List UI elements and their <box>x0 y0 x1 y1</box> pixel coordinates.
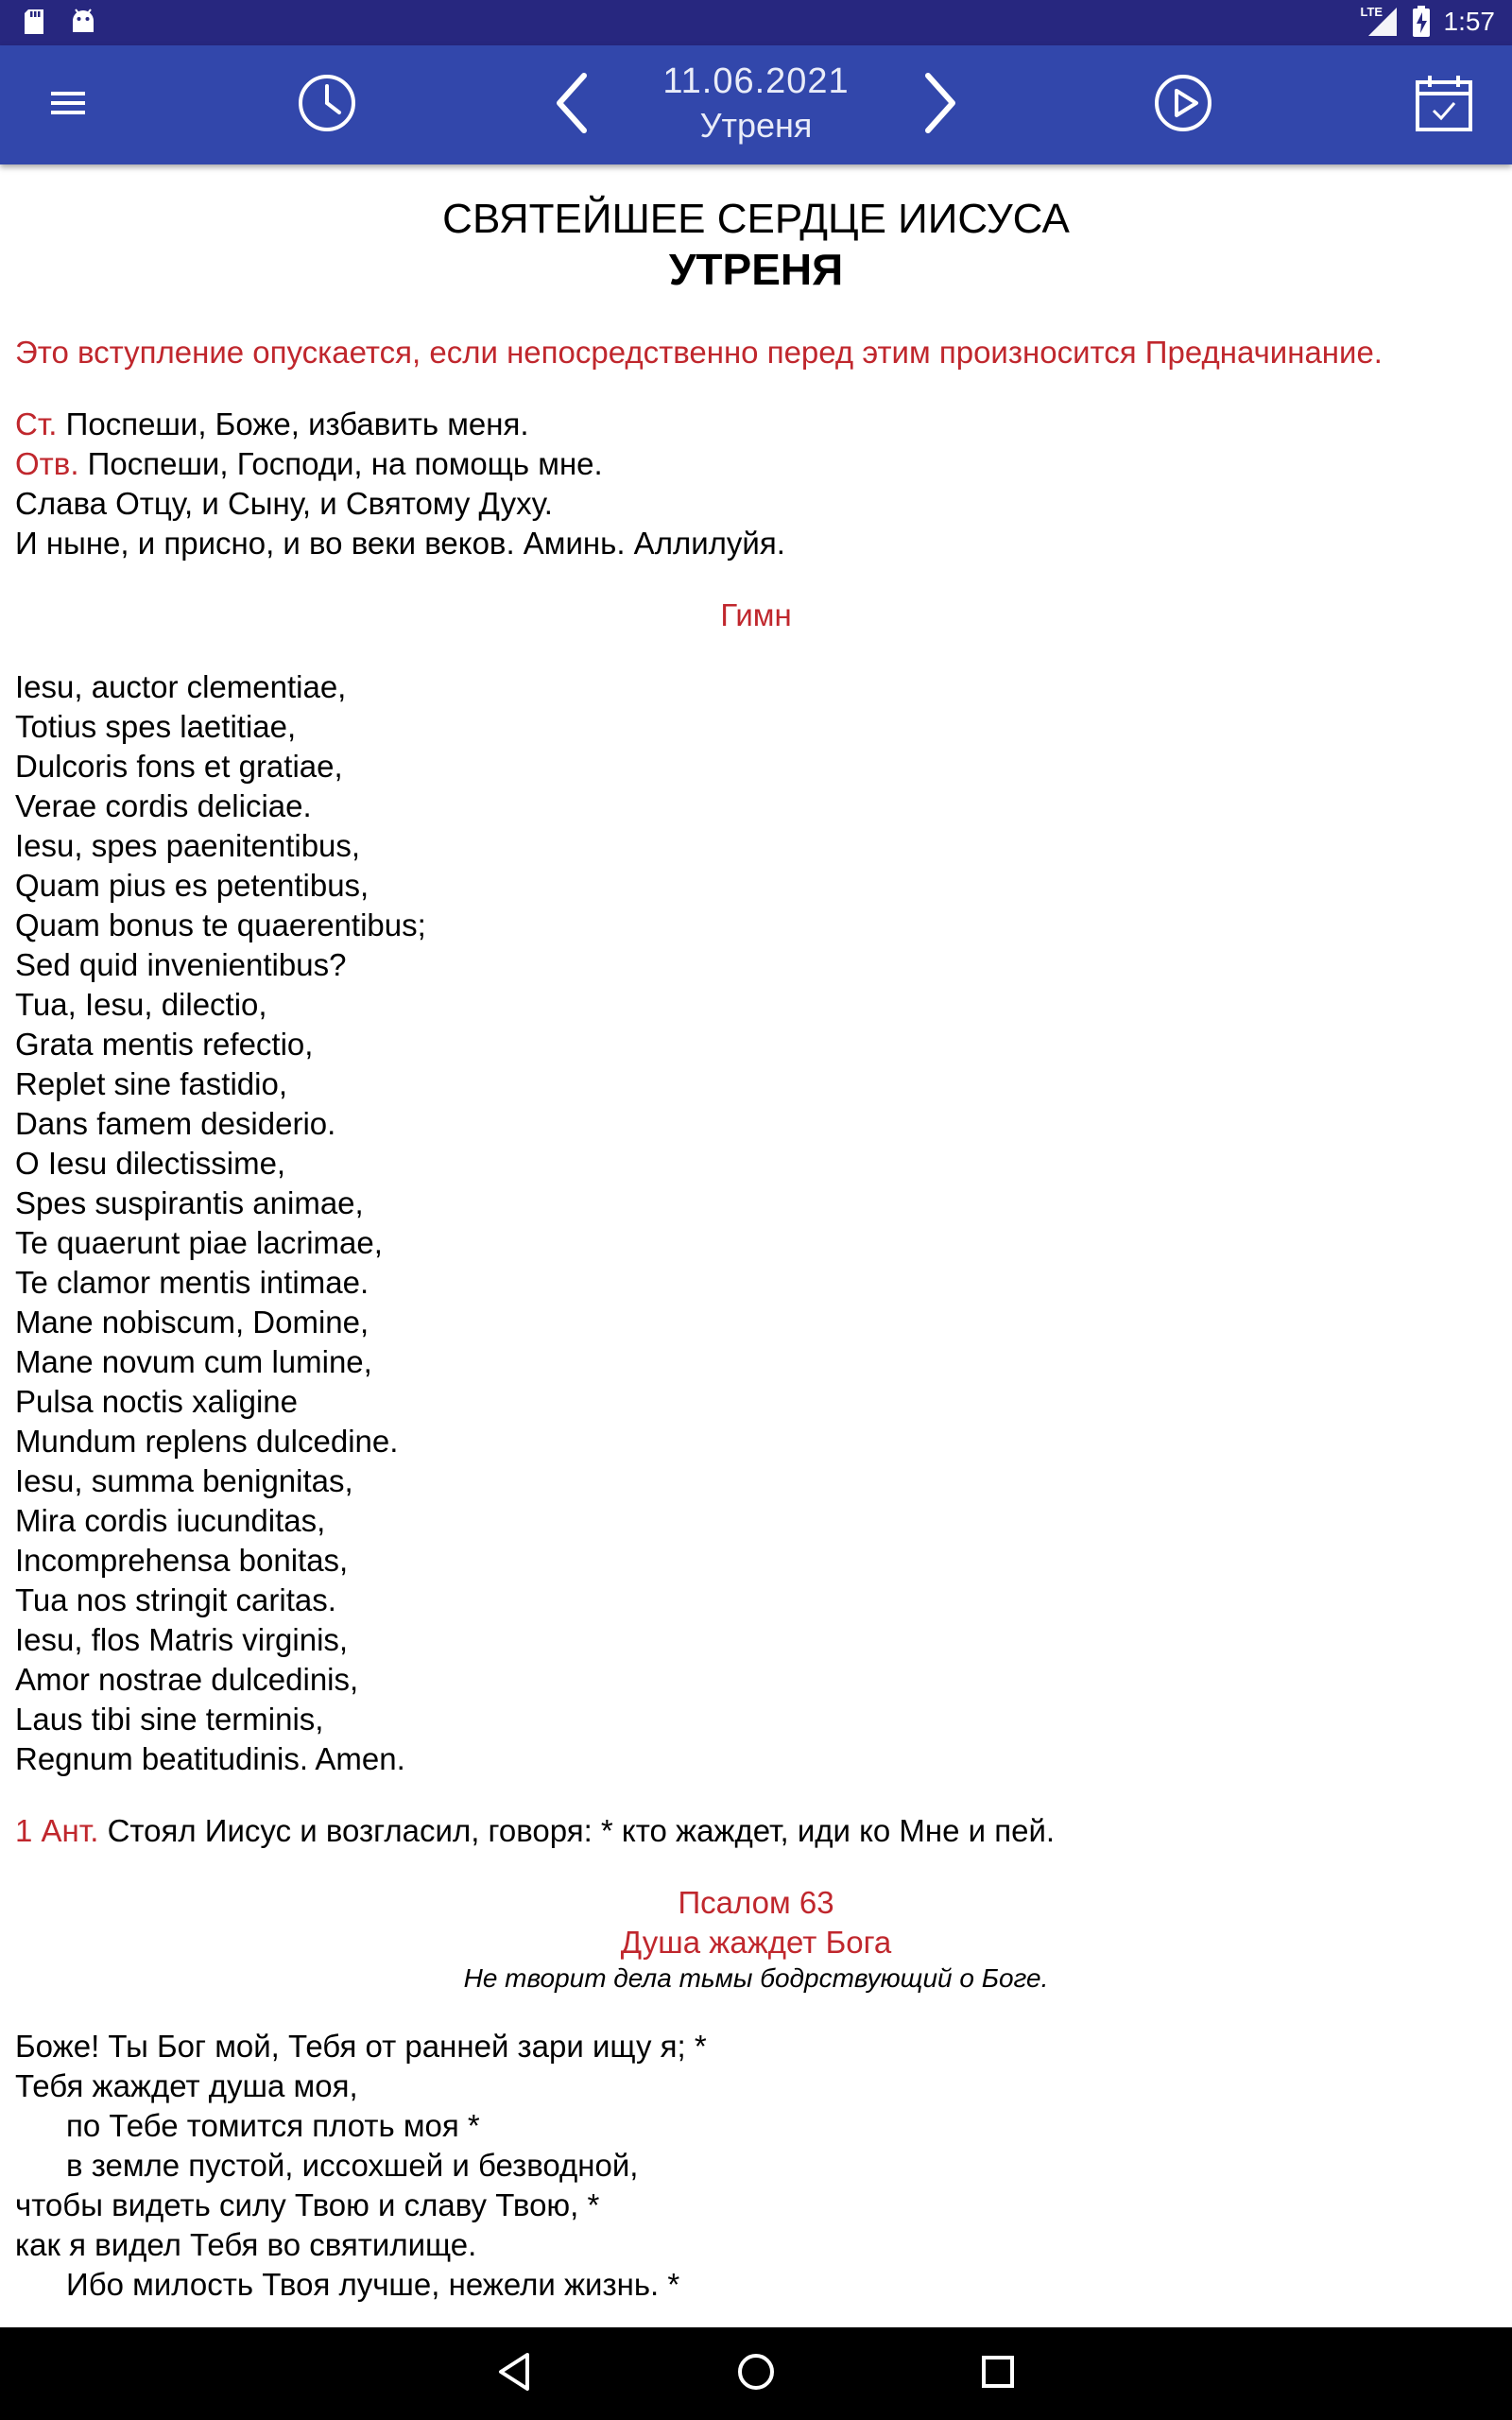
chevron-left-icon <box>552 70 590 141</box>
psalm-line: Боже! Ты Бог мой, Тебя от ранней зари ищу я; * <box>15 2029 707 2064</box>
psalm-line: по Тебе томится плоть моя * <box>66 2108 480 2143</box>
sd-card-icon <box>23 8 45 36</box>
app-bar <box>0 45 1512 164</box>
hymn-line: O Iesu dilectissime, <box>15 1146 286 1181</box>
hymn-line: Iesu, spes paenitentibus, <box>15 828 361 863</box>
hymn-line: Amor nostrae dulcedinis, <box>15 1662 359 1697</box>
antiphon-text: Стоял Иисус и возгласил, говоря: * кто жаждет, иди ко Мне и пей. <box>107 1813 1056 1848</box>
calendar-button[interactable] <box>1397 45 1491 164</box>
chevron-right-icon <box>922 70 960 141</box>
psalm-subtitle: Душа жаждет Бога <box>620 1925 892 1960</box>
hymn-text <box>15 667 1497 1779</box>
hymn-line: Incomprehensa bonitas, <box>15 1543 349 1578</box>
network-type: LTE <box>1360 5 1383 19</box>
psalm-line: как я видел Тебя во святилище. <box>15 2227 477 2262</box>
back-button[interactable] <box>457 2327 571 2420</box>
psalm-line: в земле пустой, иссохшей и безводной, <box>66 2148 639 2183</box>
gloria-line: Слава Отцу, и Сыну, и Святому Духу. <box>15 486 553 521</box>
system-nav-bar <box>0 2327 1512 2420</box>
hymn-line: Regnum beatitudinis. Amen. <box>15 1741 405 1776</box>
hymn-heading: Гимн <box>720 597 792 632</box>
menu-button[interactable] <box>21 45 115 164</box>
hymn-line: Iesu, auctor clementiae, <box>15 669 347 704</box>
feast-title: СВЯТЕЙШЕЕ СЕРДЦЕ ИИСУСА <box>442 196 1070 242</box>
hymn-line: Dulcoris fons et gratiae, <box>15 749 343 784</box>
calendar-check-icon <box>1415 73 1473 138</box>
response-label: Отв. <box>15 446 79 481</box>
hymn-line: Mundum replens dulcedine. <box>15 1424 399 1459</box>
hymn-line: Mira cordis iucunditas, <box>15 1503 326 1538</box>
psalm-line: Тебя жаждет душа моя, <box>15 2068 358 2103</box>
versicle-block <box>15 405 1497 563</box>
android-icon <box>70 8 96 36</box>
battery-charging-icon <box>1412 6 1431 38</box>
intro-rubric: Это вступление опускается, если непосредственно перед этим произносится Предначинание. <box>15 335 1383 370</box>
back-icon <box>495 2351 533 2397</box>
hymn-line: Tua, Iesu, dilectio, <box>15 987 267 1022</box>
hour-title: УТРЕНЯ <box>668 245 844 294</box>
home-button[interactable] <box>699 2327 813 2420</box>
next-day-button[interactable] <box>896 45 987 164</box>
play-audio-button[interactable] <box>1136 45 1230 164</box>
sicut-erat-line: И ныне, и присно, и во веки веков. Аминь. Аллилуйя. <box>15 526 785 561</box>
hymn-line: Spes suspirantis animae, <box>15 1185 364 1220</box>
hours-button[interactable] <box>280 45 374 164</box>
recents-button[interactable] <box>941 2327 1055 2420</box>
hymn-line: Replet sine fastidio, <box>15 1066 287 1101</box>
play-icon <box>1153 73 1213 138</box>
hymn-line: Dans famem desiderio. <box>15 1106 336 1141</box>
hymn-line: Mane nobiscum, Domine, <box>15 1305 369 1340</box>
hymn-line: Te quaerunt piae lacrimae, <box>15 1225 383 1260</box>
hymn-line: Tua nos stringit caritas. <box>15 1582 336 1617</box>
current-date: 11.06.2021 <box>662 61 850 101</box>
hymn-line: Quam bonus te quaerentibus; <box>15 908 426 942</box>
hymn-line: Verae cordis deliciae. <box>15 788 312 823</box>
versicle-label: Ст. <box>15 406 58 441</box>
psalm-title: Псалом 63 <box>678 1885 834 1920</box>
hymn-line: Sed quid invenientibus? <box>15 947 347 982</box>
status-bar <box>0 0 1512 45</box>
home-icon <box>735 2351 777 2397</box>
hymn-line: Mane novum cum lumine, <box>15 1344 372 1379</box>
current-hour: Утреня <box>699 106 813 145</box>
response-text: Поспеши, Господи, на помощь мне. <box>87 446 603 481</box>
psalm-text <box>15 2027 1497 2305</box>
date-selector[interactable] <box>605 59 907 147</box>
hymn-line: Laus tibi sine terminis, <box>15 1702 324 1737</box>
previous-day-button[interactable] <box>525 45 616 164</box>
psalm-line: чтобы видеть силу Твою и славу Твою, * <box>15 2187 600 2222</box>
hymn-line: Te clamor mentis intimae. <box>15 1265 369 1300</box>
clock-icon <box>297 73 357 138</box>
hymn-line: Quam pius es petentibus, <box>15 868 369 903</box>
psalm-quote: Не творит дела тьмы бодрствующий о Боге. <box>463 1963 1049 1993</box>
hymn-line: Iesu, flos Matris virginis, <box>15 1622 349 1657</box>
recents-icon <box>979 2353 1017 2395</box>
antiphon-1 <box>15 1811 1497 1851</box>
hymn-line: Totius spes laetitiae, <box>15 709 297 744</box>
hymn-line: Grata mentis refectio, <box>15 1027 314 1062</box>
hymn-line: Pulsa noctis xaligine <box>15 1384 298 1419</box>
status-time: 1:57 <box>1443 7 1495 36</box>
hymn-line: Iesu, summa benignitas, <box>15 1463 353 1498</box>
versicle-text: Поспеши, Боже, избавить меня. <box>65 406 529 441</box>
psalm-line: Ибо милость Твоя лучше, нежели жизнь. * <box>66 2267 680 2302</box>
lte-signal-icon <box>1361 6 1399 38</box>
menu-icon <box>49 88 87 123</box>
office-text-view[interactable] <box>0 164 1512 2327</box>
antiphon-label: 1 Ант. <box>15 1813 99 1848</box>
